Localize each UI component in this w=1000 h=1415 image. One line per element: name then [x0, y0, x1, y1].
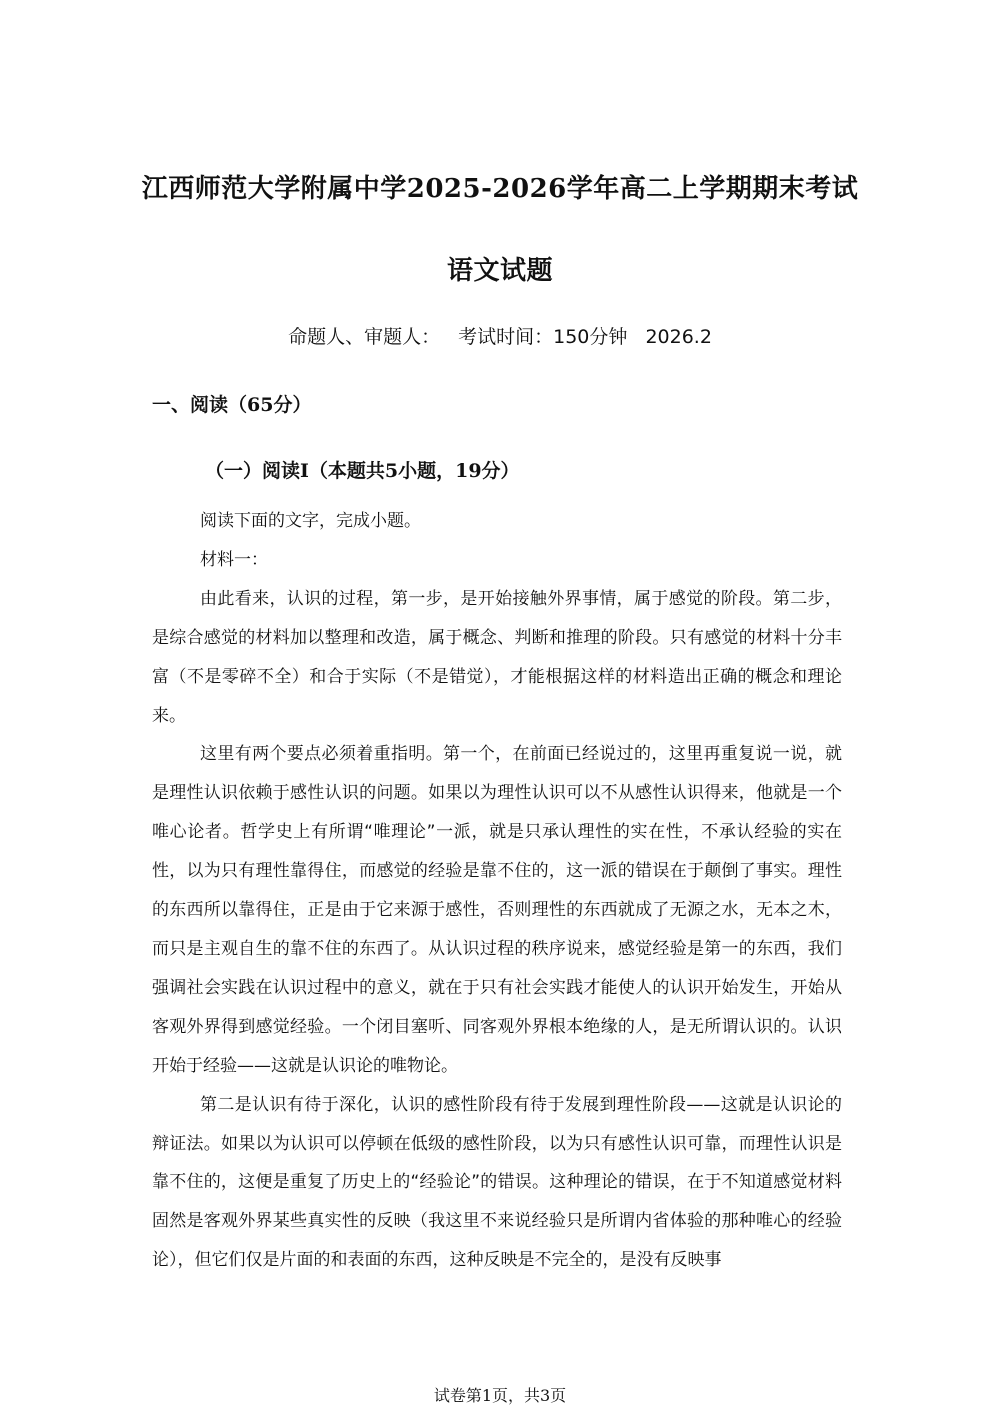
passage-paragraph: 由此看来，认识的过程，第一步，是开始接触外界事情，属于感觉的阶段。第二步，是综合感觉的材料加以整理和改造，属于概念、判断和推理的阶段。只有感觉的材料十分丰富（不是零碎不全）和合于实际（不是错觉），才能根据这样的材料造出正确的概念和理论来。: [152, 588, 842, 726]
meta-time: 考试时间：150分钟: [458, 326, 628, 348]
subject-title: 语文试题: [446, 256, 553, 286]
exam-meta: [0, 322, 1000, 349]
material-label: 材料一：: [200, 549, 268, 570]
reading-passage: [152, 502, 842, 1280]
section-heading: 一、阅读（65分）: [152, 394, 312, 416]
meta-date: 2026.2: [645, 326, 712, 348]
meta-authors: 命题人、审题人：: [288, 326, 441, 348]
instruction-text: 阅读下面的文字，完成小题。: [200, 511, 421, 531]
exam-title: 江西师范大学附属中学2025-2026学年高二上学期期末考试: [141, 174, 859, 204]
passage-paragraph: 第二是认识有待于深化，认识的感性阶段有待于发展到理性阶段——这就是认识论的辩证法。如果以为认识可以停顿在低级的感性阶段，以为只有感性认识可靠，而理性认识是靠不住的，这便是重复了历史上的“经验论”的错误。这种理论的错误，在于不知道感觉材料固然是客观外界某些真实性的反映（我这里不来说经验只是所谓内省体验的那种唯心的经验论），但它们仅是片面的和表面的东西，这种反映是不完全的，是没有反映事: [152, 1094, 842, 1271]
subsection-heading: （一）阅读Ⅰ（本题共5小题，19分）: [205, 460, 520, 482]
page-footer: 试卷第1页，共3页: [433, 1386, 567, 1405]
passage-paragraph: 这里有两个要点必须着重指明。第一个，在前面已经说过的，这里再重复说一说，就是理性认识依赖于感性认识的问题。如果以为理性认识可以不从感性认识得来，他就是一个唯心论者。哲学史上有所谓“唯理论”一派，就是只承认理性的实在性，不承认经验的实在性，以为只有理性靠得住，而感觉的经验是靠不住的，这一派的错误在于颠倒了事实。理性的东西所以靠得住，正是由于它来源于感性，否则理性的东西就成了无源之水，无本之木，而只是主观自生的靠不住的东西了。从认识过程的秩序说来，感觉经验是第一的东西，我们强调社会实践在认识过程中的意义，就在于只有社会实践才能使人的认识开始发生，开始从客观外界得到感觉经验。一个闭目塞听、同客观外界根本绝缘的人，是无所谓认识的。认识开始于经验——这就是认识论的唯物论。: [152, 744, 842, 1076]
